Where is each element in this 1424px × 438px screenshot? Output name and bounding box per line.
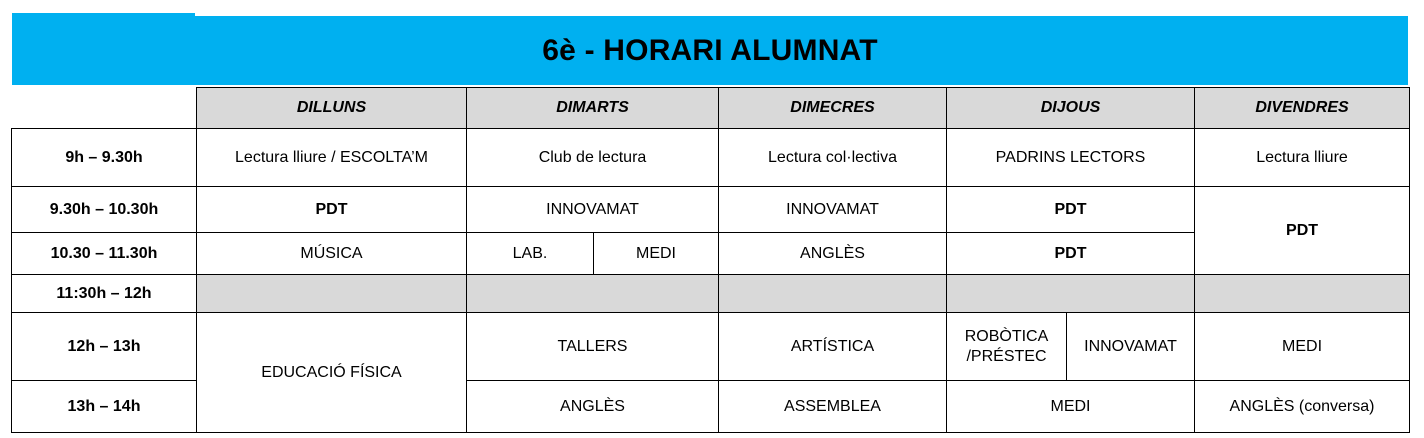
cell-dimarts: ANGLÈS [467, 381, 719, 433]
break-cell-dimarts [467, 275, 719, 313]
time-cell: 9h – 9.30h [12, 129, 197, 187]
title-banner [12, 16, 1408, 85]
cell-dilluns: Lectura lliure / ESCOLTA’M [197, 129, 467, 187]
cell-dijous: PDT [947, 187, 1195, 233]
cell-divendres: ANGLÈS (conversa) [1195, 381, 1410, 433]
page-title: 6è - HORARI ALUMNAT [542, 33, 878, 67]
day-header-dilluns: DILLUNS [197, 88, 467, 129]
table-row [12, 129, 1410, 187]
break-row [12, 275, 1410, 313]
time-cell: 11:30h – 12h [12, 275, 197, 313]
day-header-dimarts: DIMARTS [467, 88, 719, 129]
cell-dilluns: PDT [197, 187, 467, 233]
cell-dijous: PADRINS LECTORS [947, 129, 1195, 187]
cell-dijous-innovamat: INNOVAMAT [1067, 313, 1195, 381]
cell-dimecres: ASSEMBLEA [719, 381, 947, 433]
time-cell: 12h – 13h [12, 313, 197, 381]
cell-dilluns: EDUCACIÓ FÍSICA [197, 313, 467, 433]
cell-dimecres: ARTÍSTICA [719, 313, 947, 381]
break-cell-dilluns [197, 275, 467, 313]
cell-dimarts: TALLERS [467, 313, 719, 381]
time-cell: 9.30h – 10.30h [12, 187, 197, 233]
cell-divendres: MEDI [1195, 313, 1410, 381]
break-cell-dijous [947, 275, 1195, 313]
corner-cell [12, 88, 197, 129]
cell-dimarts: Club de lectura [467, 129, 719, 187]
cell-divendres: PDT [1195, 187, 1410, 275]
break-cell-dimecres [719, 275, 947, 313]
cell-dimarts: INNOVAMAT [467, 187, 719, 233]
header-row [12, 88, 1410, 129]
cell-dijous-robotica: ROBÒTICA /PRÉSTEC [947, 313, 1067, 381]
timetable [11, 87, 1410, 433]
day-header-dimecres: DIMECRES [719, 88, 947, 129]
cell-dimecres: INNOVAMAT [719, 187, 947, 233]
table-row [12, 187, 1410, 233]
cell-dilluns: MÚSICA [197, 233, 467, 275]
table-row [12, 313, 1410, 381]
cell-dimecres: ANGLÈS [719, 233, 947, 275]
cell-divendres: Lectura lliure [1195, 129, 1410, 187]
cell-dimecres: Lectura col·lectiva [719, 129, 947, 187]
cell-dimarts-lab: LAB. [467, 233, 594, 275]
break-cell-divendres [1195, 275, 1410, 313]
time-cell: 10.30 – 11.30h [12, 233, 197, 275]
day-header-dijous: DIJOUS [947, 88, 1195, 129]
cell-dijous: MEDI [947, 381, 1195, 433]
cell-dimarts-medi: MEDI [594, 233, 719, 275]
cell-dijous: PDT [947, 233, 1195, 275]
day-header-divendres: DIVENDRES [1195, 88, 1410, 129]
time-cell: 13h – 14h [12, 381, 197, 433]
